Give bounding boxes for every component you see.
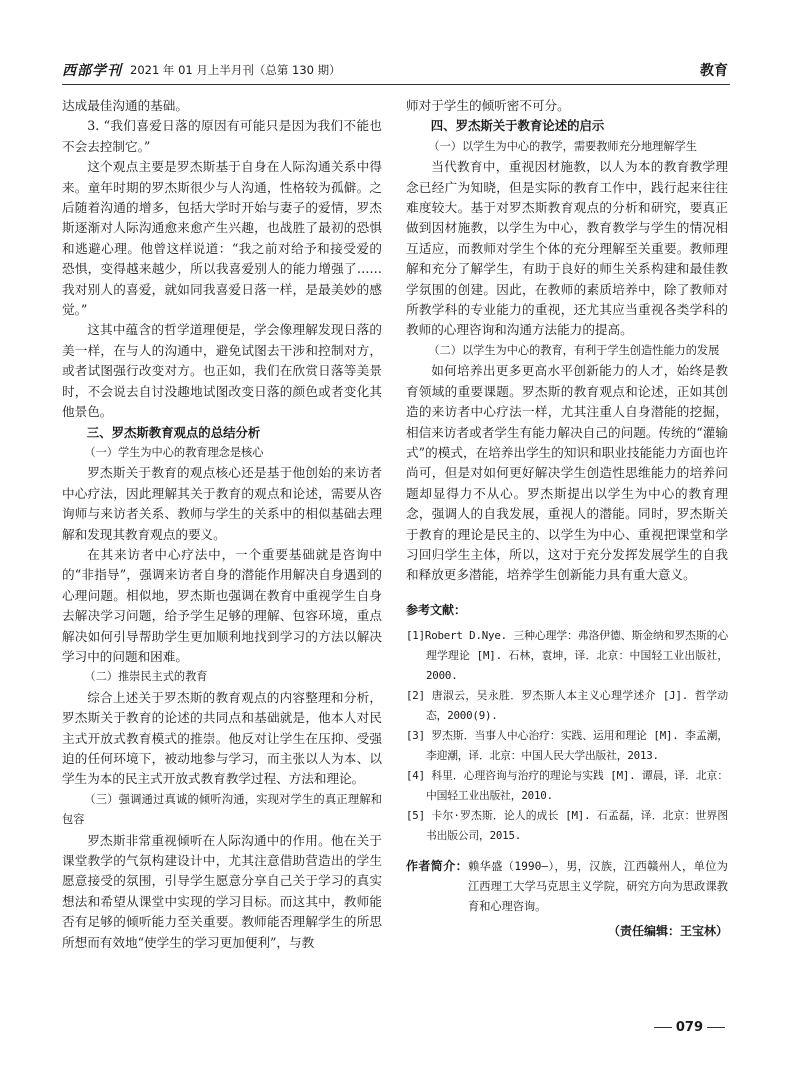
references-list — [406, 626, 728, 846]
reference-item: [5] 卡尔·罗杰斯．论人的成长 [M]. 石孟磊，译．北京：世界图书出版公司，2015. — [406, 809, 728, 843]
author-bio — [406, 856, 728, 917]
right-column — [406, 96, 728, 942]
subsection-heading: （二）以学生为中心的教育，有利于学生创造性能力的发展 — [428, 343, 720, 357]
responsible-editor: （责任编辑：王宝林） — [607, 924, 728, 939]
paragraph: 综合上述关于罗杰斯的教育观点的内容整理和分析，罗杰斯关于教育的论述的共同点和基础就是，他本人对民主式开放式教育模式的推崇。他反对让学生在压抑、受强迫的任何环境下，被动地参与学习，而主张以人为本、以学生为本的民主式开放式教育教学过程、方法和理论。 — [62, 689, 382, 787]
references-heading: 参考文献： — [406, 602, 467, 617]
section-heading: 四、罗杰斯关于教育论述的启示 — [430, 118, 605, 134]
paragraph: 达成最佳沟通的基础。 — [62, 98, 188, 113]
paragraph: 在其来访者中心疗法中，一个重要基础就是咨询中的“非指导”，强调来访者自身的潜能作用解决自身遇到的心理问题。相似地，罗杰斯也强调在教育中重视学生自身去解决学习问题，给予学生足够的理解、包容环境，重点解决如何引导帮助学生更加顺利地找到学习的方法以解决学习中的问题和困难。 — [62, 546, 382, 664]
paragraph: 师对于学生的倾听密不可分。 — [406, 98, 570, 113]
reference-item: [1]Robert D.Nye. 三种心理学：弗洛伊德、斯金纳和罗杰斯的心理学理论 [M]. 石林，袁坤，译．北京：中国轻工业出版社，2000. — [406, 629, 728, 683]
page-number-dash-left — [654, 1027, 672, 1028]
paragraph: 这个观点主要是罗杰斯基于自身在人际沟通关系中得来。童年时期的罗杰斯很少与人沟通，性格较为孤僻。之后随着沟通的增多，包括大学时开始与妻子的爱情，罗杰斯逐渐对人际沟通愈来愈产生兴趣，也战胜了最初的恐惧和逃避心理。他曾这样说道：“我之前对给予和接受爱的恐惧，变得越来越少，所以我喜爱别人的能力增强了……我对别人的喜爱，就如同我喜爱日落一样，是最美妙的感觉。” — [62, 159, 382, 318]
subsection-heading: （三）强调通过真诚的倾听沟通，实现对学生的真正理解和包容 — [62, 792, 382, 827]
journal-logo: 西部学刊 — [62, 63, 122, 79]
paragraph: 罗杰斯关于教育的观点核心还是基于他创始的来访者中心疗法，因此理解其关于教育的观点和论述，需要从咨询师与来访者关系、教师与学生的关系中的相似基础去理解和发现其教育观点的要义。 — [62, 465, 382, 542]
page-header — [62, 58, 730, 82]
right-column-body — [406, 96, 728, 586]
page-number-dash-right — [707, 1027, 725, 1028]
paragraph: 这其中蕴含的哲学道理便是，学会像理解发现日落的美一样，在与人的沟通中，避免试图去干涉和控制对方，或者试图强行改变对方。也正如，我们在欣赏日落等美景时，不会说去自讨没趣地试图改变日落的颜色或者变化其他景色。 — [62, 322, 382, 420]
page-number-value: 079 — [675, 1020, 703, 1035]
author-bio-text: 赖华盛（1990—），男，汉族，江西赣州人，单位为江西理工大学马克思主义学院，研究方向为思政课教育和心理咨询。 — [468, 860, 728, 914]
header-rule — [62, 84, 730, 85]
reference-item: [2] 唐淑云，吴永胜．罗杰斯人本主义心理学述介 [J]. 哲学动态，2000(9). — [406, 689, 728, 723]
subsection-heading: （二）推崇民主式的教育 — [84, 670, 208, 684]
page-number — [650, 1020, 729, 1035]
paragraph: 当代教育中，重视因材施教，以人为本的教育教学理念已经广为知晓，但是实际的教育工作中，践行起来往往难度较大。基于对罗杰斯教育观点的分析和研究，要真正做到因材施教，以学生为中心，教育教学与学生的情况相互适应，而教师对学生个体的充分理解至关重要。教师理解和充分了解学生，有助于良好的师生关系构建和最佳教学氛围的创建。因此，在教师的素质培养中，除了教师对所教学科的专业能力的重视，还尤其应当重视各类学科的教师的心理咨询和沟通方法能力的提高。 — [406, 159, 728, 338]
paragraph: 如何培养出更多更高水平创新能力的人才，始终是教育领域的重要课题。罗杰斯的教育观点和论述，正如其创造的来访者中心疗法一样，尤其注重人自身潜能的挖掘，相信来访者或者学生有能力解决自己的问题。传统的“灌输式”的模式，在培养出学生的知识和职业技能能力方面也许尚可，但是对如何更好解决学生创造性思维能力的培养问题却显得力不从心。罗杰斯提出以学生为中心的教育理念，强调人的自我发展，重视人的潜能。同时，罗杰斯关于教育的理论是民主的、以学生为中心、重视把课堂和学习回归学生主体，所以，这对于充分发挥发展学生的自我和释放更多潜能，培养学生创新能力具有重大意义。 — [406, 363, 728, 583]
paragraph: 罗杰斯非常重视倾听在人际沟通中的作用。他在关于课堂教学的气氛构建设计中，尤其注意借助营造出的学生愿意接受的氛围，引导学生愿意分享自己关于学习的真实想法和希望从课堂中实现的学习目标。而这其中，教师能否有足够的倾听能力至关重要。教师能否理解学生的所思所想而有效地“使学生的学习更加便利”，与教 — [62, 832, 382, 950]
subsection-heading: （一）学生为中心的教育理念是核心 — [84, 445, 264, 459]
reference-item: [4] 科里．心理咨询与治疗的理论与实践 [M]. 谭晨，译．北京：中国轻工业出版社，2010. — [406, 769, 728, 803]
reference-item: [3] 罗杰斯．当事人中心治疗：实践、运用和理论 [M]. 李孟潮，李迎潮，译．北京：中国人民大学出版社，2013. — [406, 729, 728, 763]
author-bio-label: 作者简介： — [406, 859, 469, 874]
paragraph: 3. “我们喜爱日落的原因有可能只是因为我们不能也不会去控制它。” — [62, 118, 382, 154]
section-heading: 三、罗杰斯教育观点的总结分析 — [86, 424, 261, 440]
left-column — [62, 96, 382, 953]
section-name: 教育 — [700, 63, 728, 79]
subsection-heading: （一）以学生为中心的教学，需要教师充分地理解学生 — [428, 139, 697, 153]
issue-info: 2021 年 01 月上半月刊（总第 130 期） — [130, 63, 341, 77]
